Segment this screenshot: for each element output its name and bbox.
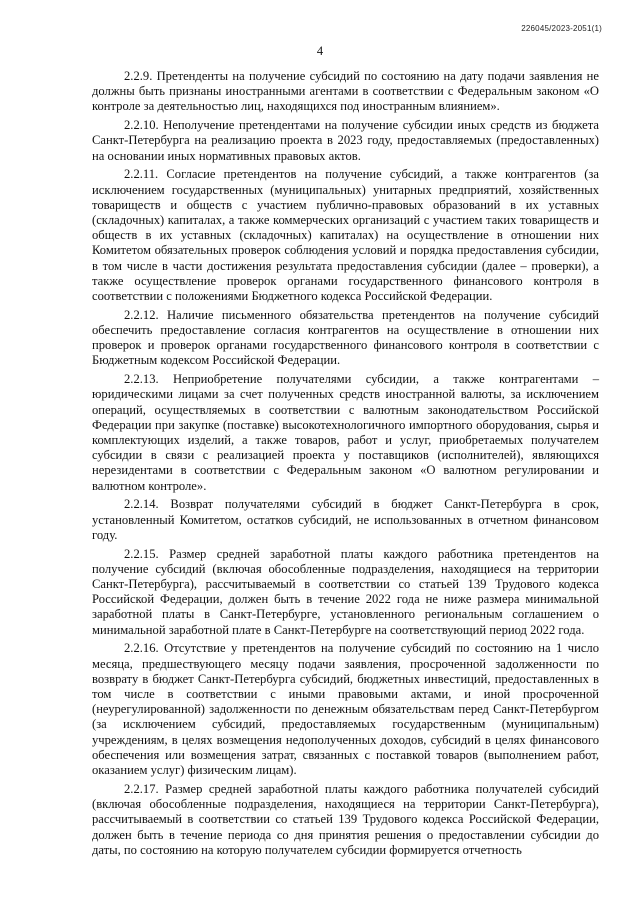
paragraph-2-2-14: 2.2.14. Возврат получателями субсидий в бюджет Санкт-Петербурга в срок, установленный Комитетом, остатков субсидий, не использованных в отчетном финансовом году. bbox=[92, 497, 599, 542]
paragraph-2-2-10: 2.2.10. Неполучение претендентами на получение субсидии иных средств из бюджета Санкт-Петербурга на реализацию проекта в 2023 году, предоставляемых (предоставленных) на основании иных нормативных правовых актов. bbox=[92, 118, 599, 163]
document-body bbox=[92, 69, 599, 862]
paragraph-2-2-11: 2.2.11. Согласие претендентов на получение субсидий, а также контрагентов (за исключением государственных (муниципальных) унитарных предприятий, хозяйственных товариществ и обществ с участием публично-правовых образований в их уставных (складочных) капиталах, а также коммерческих организаций с участием таких товариществ и обществ в их уставных (складочных) капиталах) на осуществление в отношении них Комитетом обязательных проверок соблюдения условий и порядка предоставления субсидии, в том числе в части достижения результата предоставления субсидии (далее – проверки), а также осуществление проверок органами государственного финансового контроля в соответствии с положениями Бюджетного кодекса Российской Федерации. bbox=[92, 167, 599, 304]
paragraph-2-2-15: 2.2.15. Размер средней заработной платы каждого работника претендентов на получение субсидий (включая обособленные подразделения, находящиеся на территории Санкт-Петербурга), рассчитываемый в соответствии со статьей 139 Трудового кодекса Российской Федерации, должен быть в течение 2022 года не ниже размера минимальной заработной платы в Санкт-Петербурге, установленного региональным соглашением о минимальной заработной плате в Санкт-Петербурге на соответствующий период 2022 года. bbox=[92, 546, 599, 637]
document-registration-number: 226045/2023-2051(1) bbox=[521, 24, 602, 33]
paragraph-2-2-13: 2.2.13. Неприобретение получателями субсидии, а также контрагентами – юридическими лицами за счет полученных средств иностранной валюты, за исключением операций, осуществляемых в соответствии с валютным законодательством Российской Федерации при закупке (поставке) высокотехнологичного импортного оборудования, сырья и комплектующих изделий, а также товаров, работ и услуг, приобретаемых получателем субсидии в связи с реализацией проекта у поставщиков (исполнителей), являющихся нерезидентами в соответствии с Федеральным законом «О валютном регулировании и валютном контроле». bbox=[92, 372, 599, 493]
paragraph-2-2-17: 2.2.17. Размер средней заработной платы каждого работника получателей субсидий (включая обособленные подразделения, находящиеся на территории Санкт-Петербурга), рассчитываемый в соответствии со статьей 139 Трудового кодекса Российской Федерации, должен быть в течение периода со дня принятия решения о предоставлении субсидии до даты, по состоянию на которую получателем субсидии формируется отчетность bbox=[92, 781, 599, 857]
paragraph-2-2-16: 2.2.16. Отсутствие у претендентов на получение субсидий по состоянию на 1 число месяца, предшествующего месяцу подачи заявления, просроченной задолженности по возврату в бюджет Санкт-Петербурга субсидий, бюджетных инвестиций, предоставленных в том числе в соответствии с иными правовыми актами, и иной просроченной (неурегулированной) задолженности по денежным обязательствам перед Санкт-Петербургом (за исключением субсидий, предоставляемых государственным (муниципальным) учреждениям, в целях возмещения недополученных доходов, субсидий в целях финансового обеспечения или возмещения затрат, связанных с поставкой товаров (выполнением работ, оказанием услуг) физическим лицам). bbox=[92, 641, 599, 778]
paragraph-2-2-12: 2.2.12. Наличие письменного обязательства претендентов на получение субсидий обеспечить предоставление согласия контрагентов на осуществление в отношении них проверок и проверок органами государственного финансового контроля в соответствии с Бюджетным кодексом Российской Федерации. bbox=[92, 307, 599, 368]
page-number: 4 bbox=[316, 44, 324, 58]
paragraph-2-2-9: 2.2.9. Претенденты на получение субсидий по состоянию на дату подачи заявления не должны быть признаны иностранными агентами в соответствии с Федеральным законом «О контроле за деятельностью лиц, находящихся под иностранным влиянием». bbox=[92, 69, 599, 114]
